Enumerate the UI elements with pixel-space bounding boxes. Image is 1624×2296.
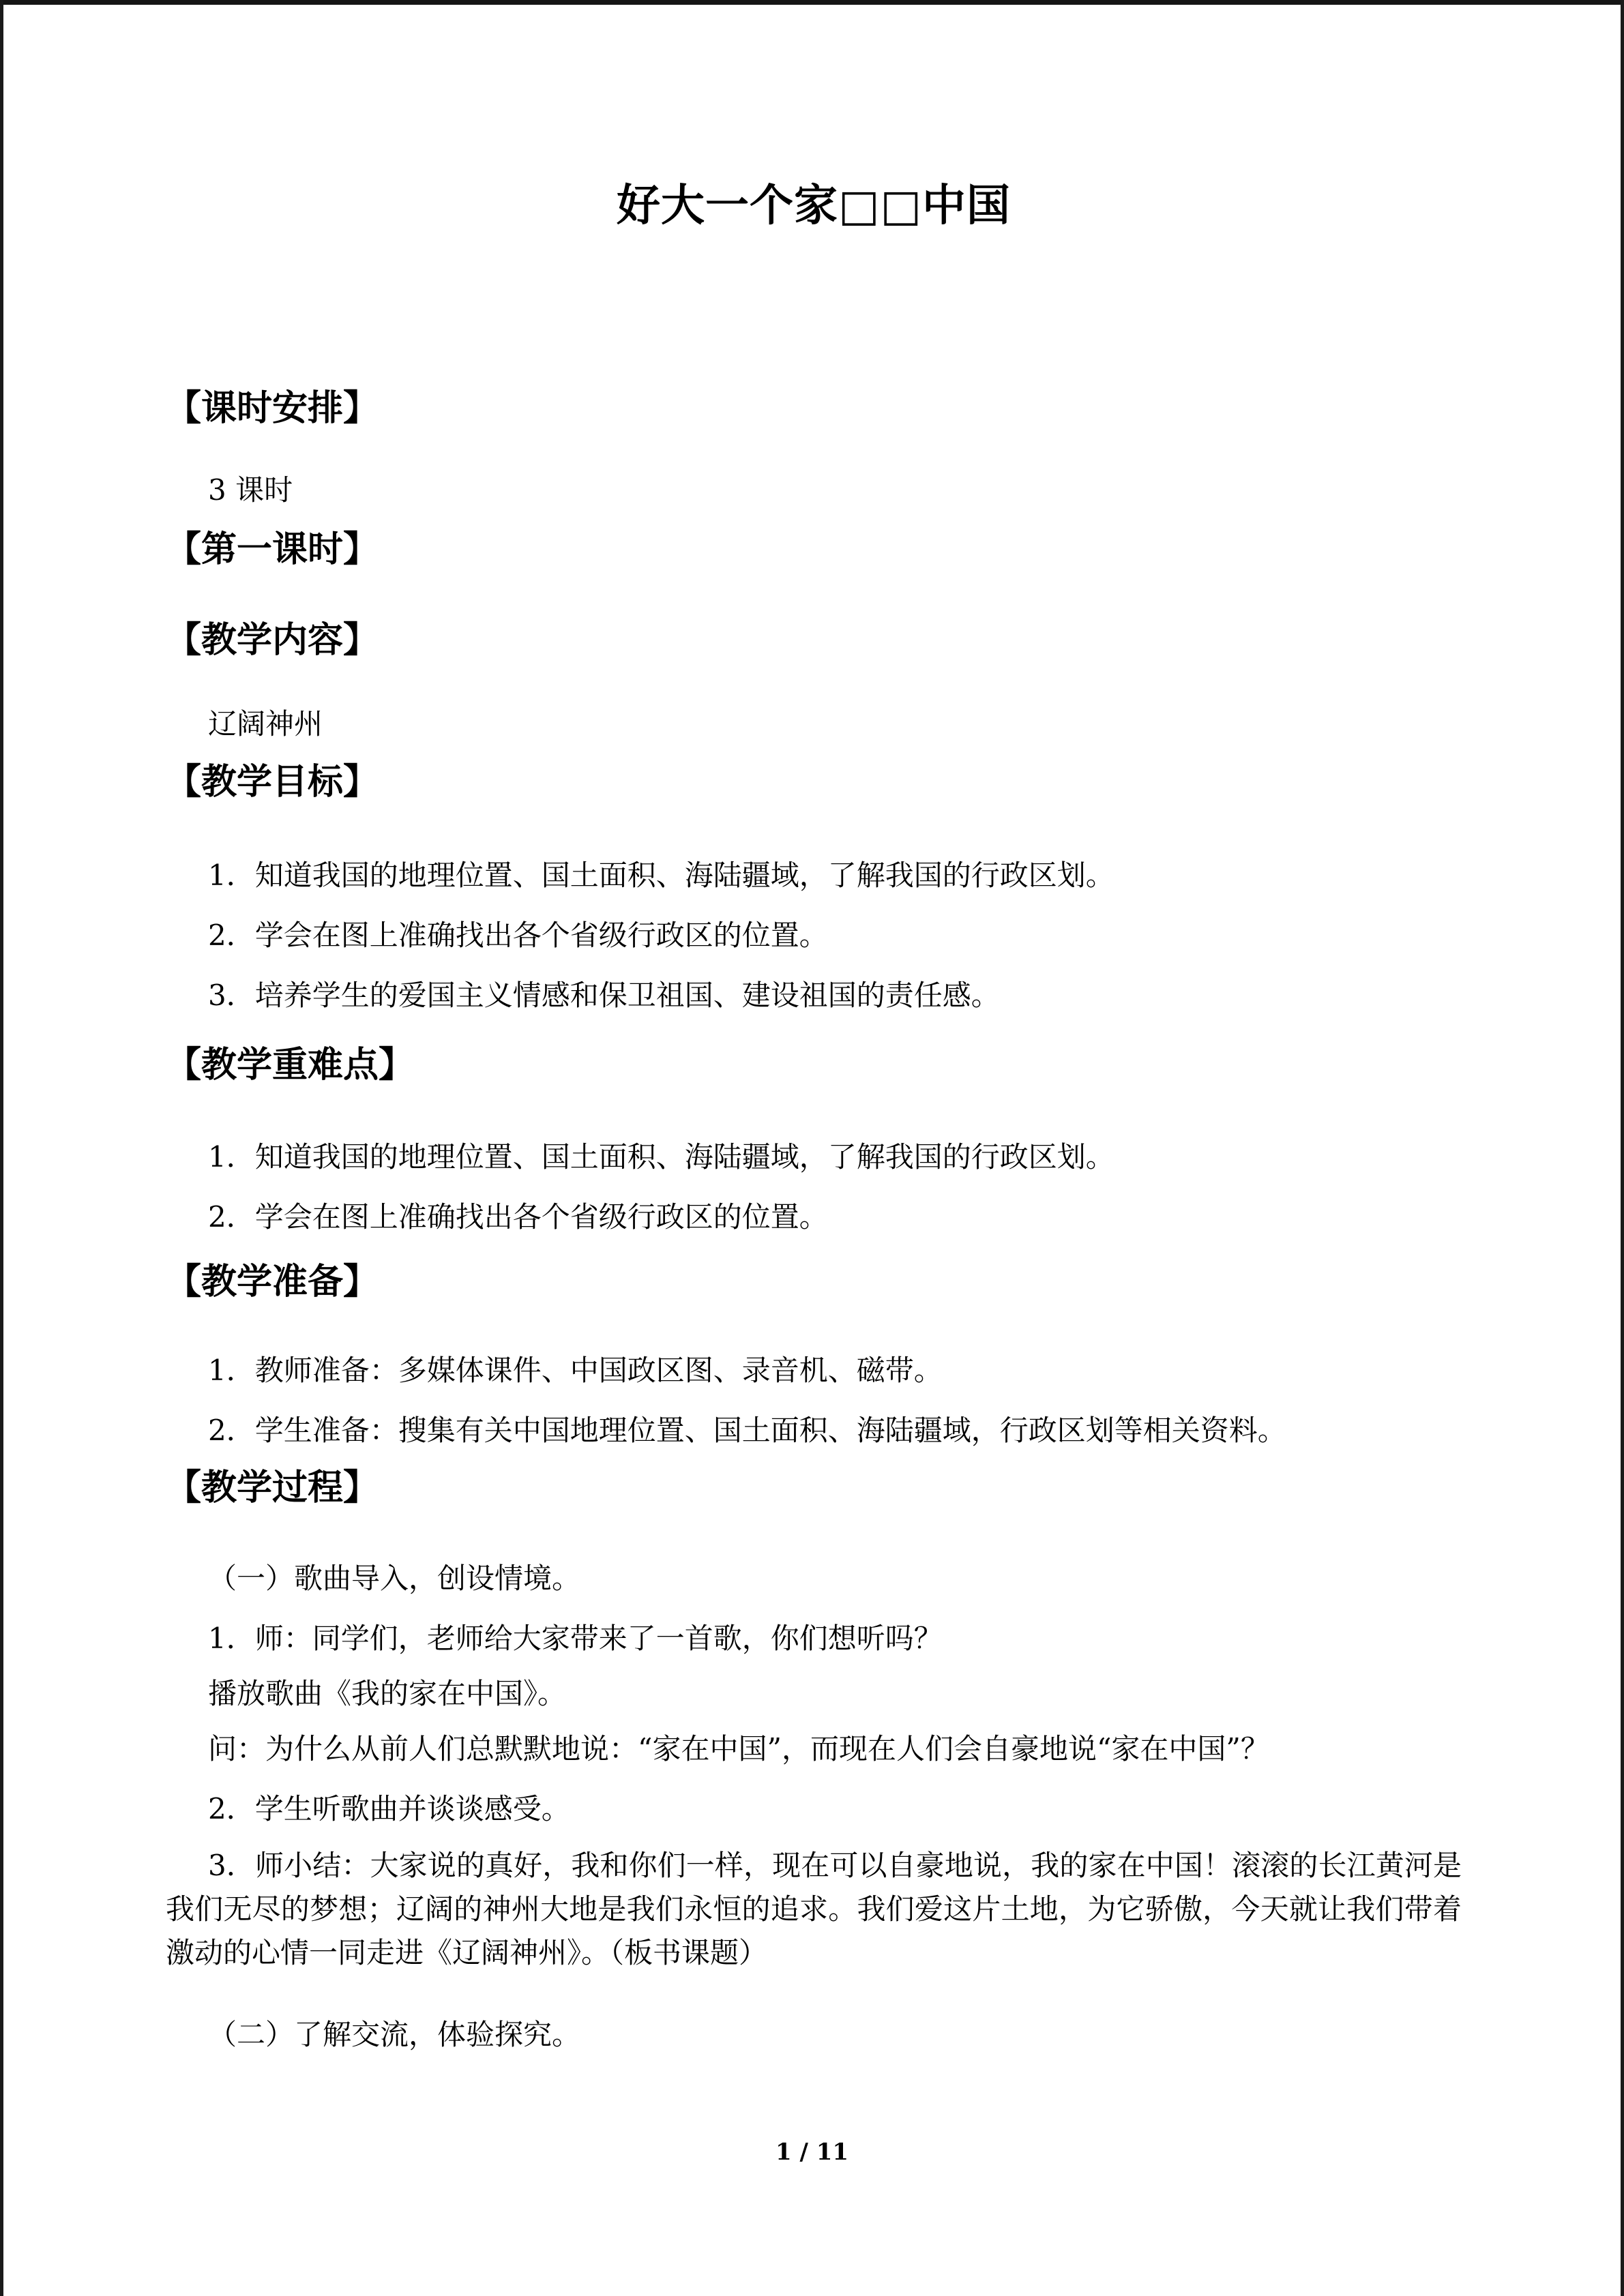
page-title: 好大一个家□□中国 — [617, 180, 1011, 231]
preparation-item: 2．学生准备：搜集有关中国地理位置、国土面积、海陆疆域，行政区划等相关资料。 — [208, 1414, 1286, 1447]
preparation-item: 1．教师准备：多媒体课件、中国政区图、录音机、磁带。 — [208, 1354, 943, 1387]
process-step: （一）歌曲导入，创设情境。 — [208, 1562, 581, 1595]
section-heading-teaching-process: 【教学过程】 — [166, 1467, 379, 1508]
objective-item: 2．学会在图上准确找出各个省级行政区的位置。 — [208, 919, 828, 952]
page-number-footer: 1 / 11 — [775, 2138, 849, 2166]
process-step: 1．师：同学们，老师给大家带来了一首歌，你们想听吗？ — [208, 1622, 943, 1655]
page-left-border — [0, 0, 3, 2296]
teaching-content-value: 辽阔神州 — [208, 707, 323, 741]
objective-item: 3．培养学生的爱国主义情感和保卫祖国、建设祖国的责任感。 — [208, 979, 1000, 1012]
section-heading-lesson-one: 【第一课时】 — [166, 528, 379, 570]
process-step: 2．学生听歌曲并谈谈感受。 — [208, 1792, 570, 1825]
class-arrangement-value: 3 课时 — [208, 473, 293, 507]
section-heading-teaching-preparation: 【教学准备】 — [166, 1261, 379, 1302]
process-step: 问：为什么从前人们总默默地说：“家在中国”，而现在人们会自豪地说“家在中国”？ — [208, 1732, 1269, 1765]
document-content — [166, 0, 1462, 2051]
section-heading-key-difficulties: 【教学重难点】 — [166, 1044, 415, 1086]
key-difficulty-item: 2．学会在图上准确找出各个省级行政区的位置。 — [208, 1200, 828, 1234]
page-right-border — [1621, 0, 1624, 2296]
objective-item: 1．知道我国的地理位置、国土面积、海陆疆域，了解我国的行政区划。 — [208, 859, 1114, 892]
process-step: （二）了解交流，体验探究。 — [208, 2018, 581, 2051]
section-heading-teaching-objectives: 【教学目标】 — [166, 761, 379, 803]
process-step: 播放歌曲《我的家在中国》。 — [208, 1677, 567, 1710]
process-step: 3．师小结：大家说的真好，我和你们一样，现在可以自豪地说，我的家在中国！滚滚的长江黄河是我们无尽的梦想；辽阔的神州大地是我们永恒的追求。我们爱这片土地，为它骄傲，今天就让我们带着激动的心情一同走进《辽阔神州》。（板书课题） — [166, 1849, 1462, 1969]
section-heading-teaching-content: 【教学内容】 — [166, 619, 379, 661]
section-heading-class-arrangement: 【课时安排】 — [166, 387, 379, 429]
key-difficulty-item: 1．知道我国的地理位置、国土面积、海陆疆域，了解我国的行政区划。 — [208, 1140, 1114, 1174]
